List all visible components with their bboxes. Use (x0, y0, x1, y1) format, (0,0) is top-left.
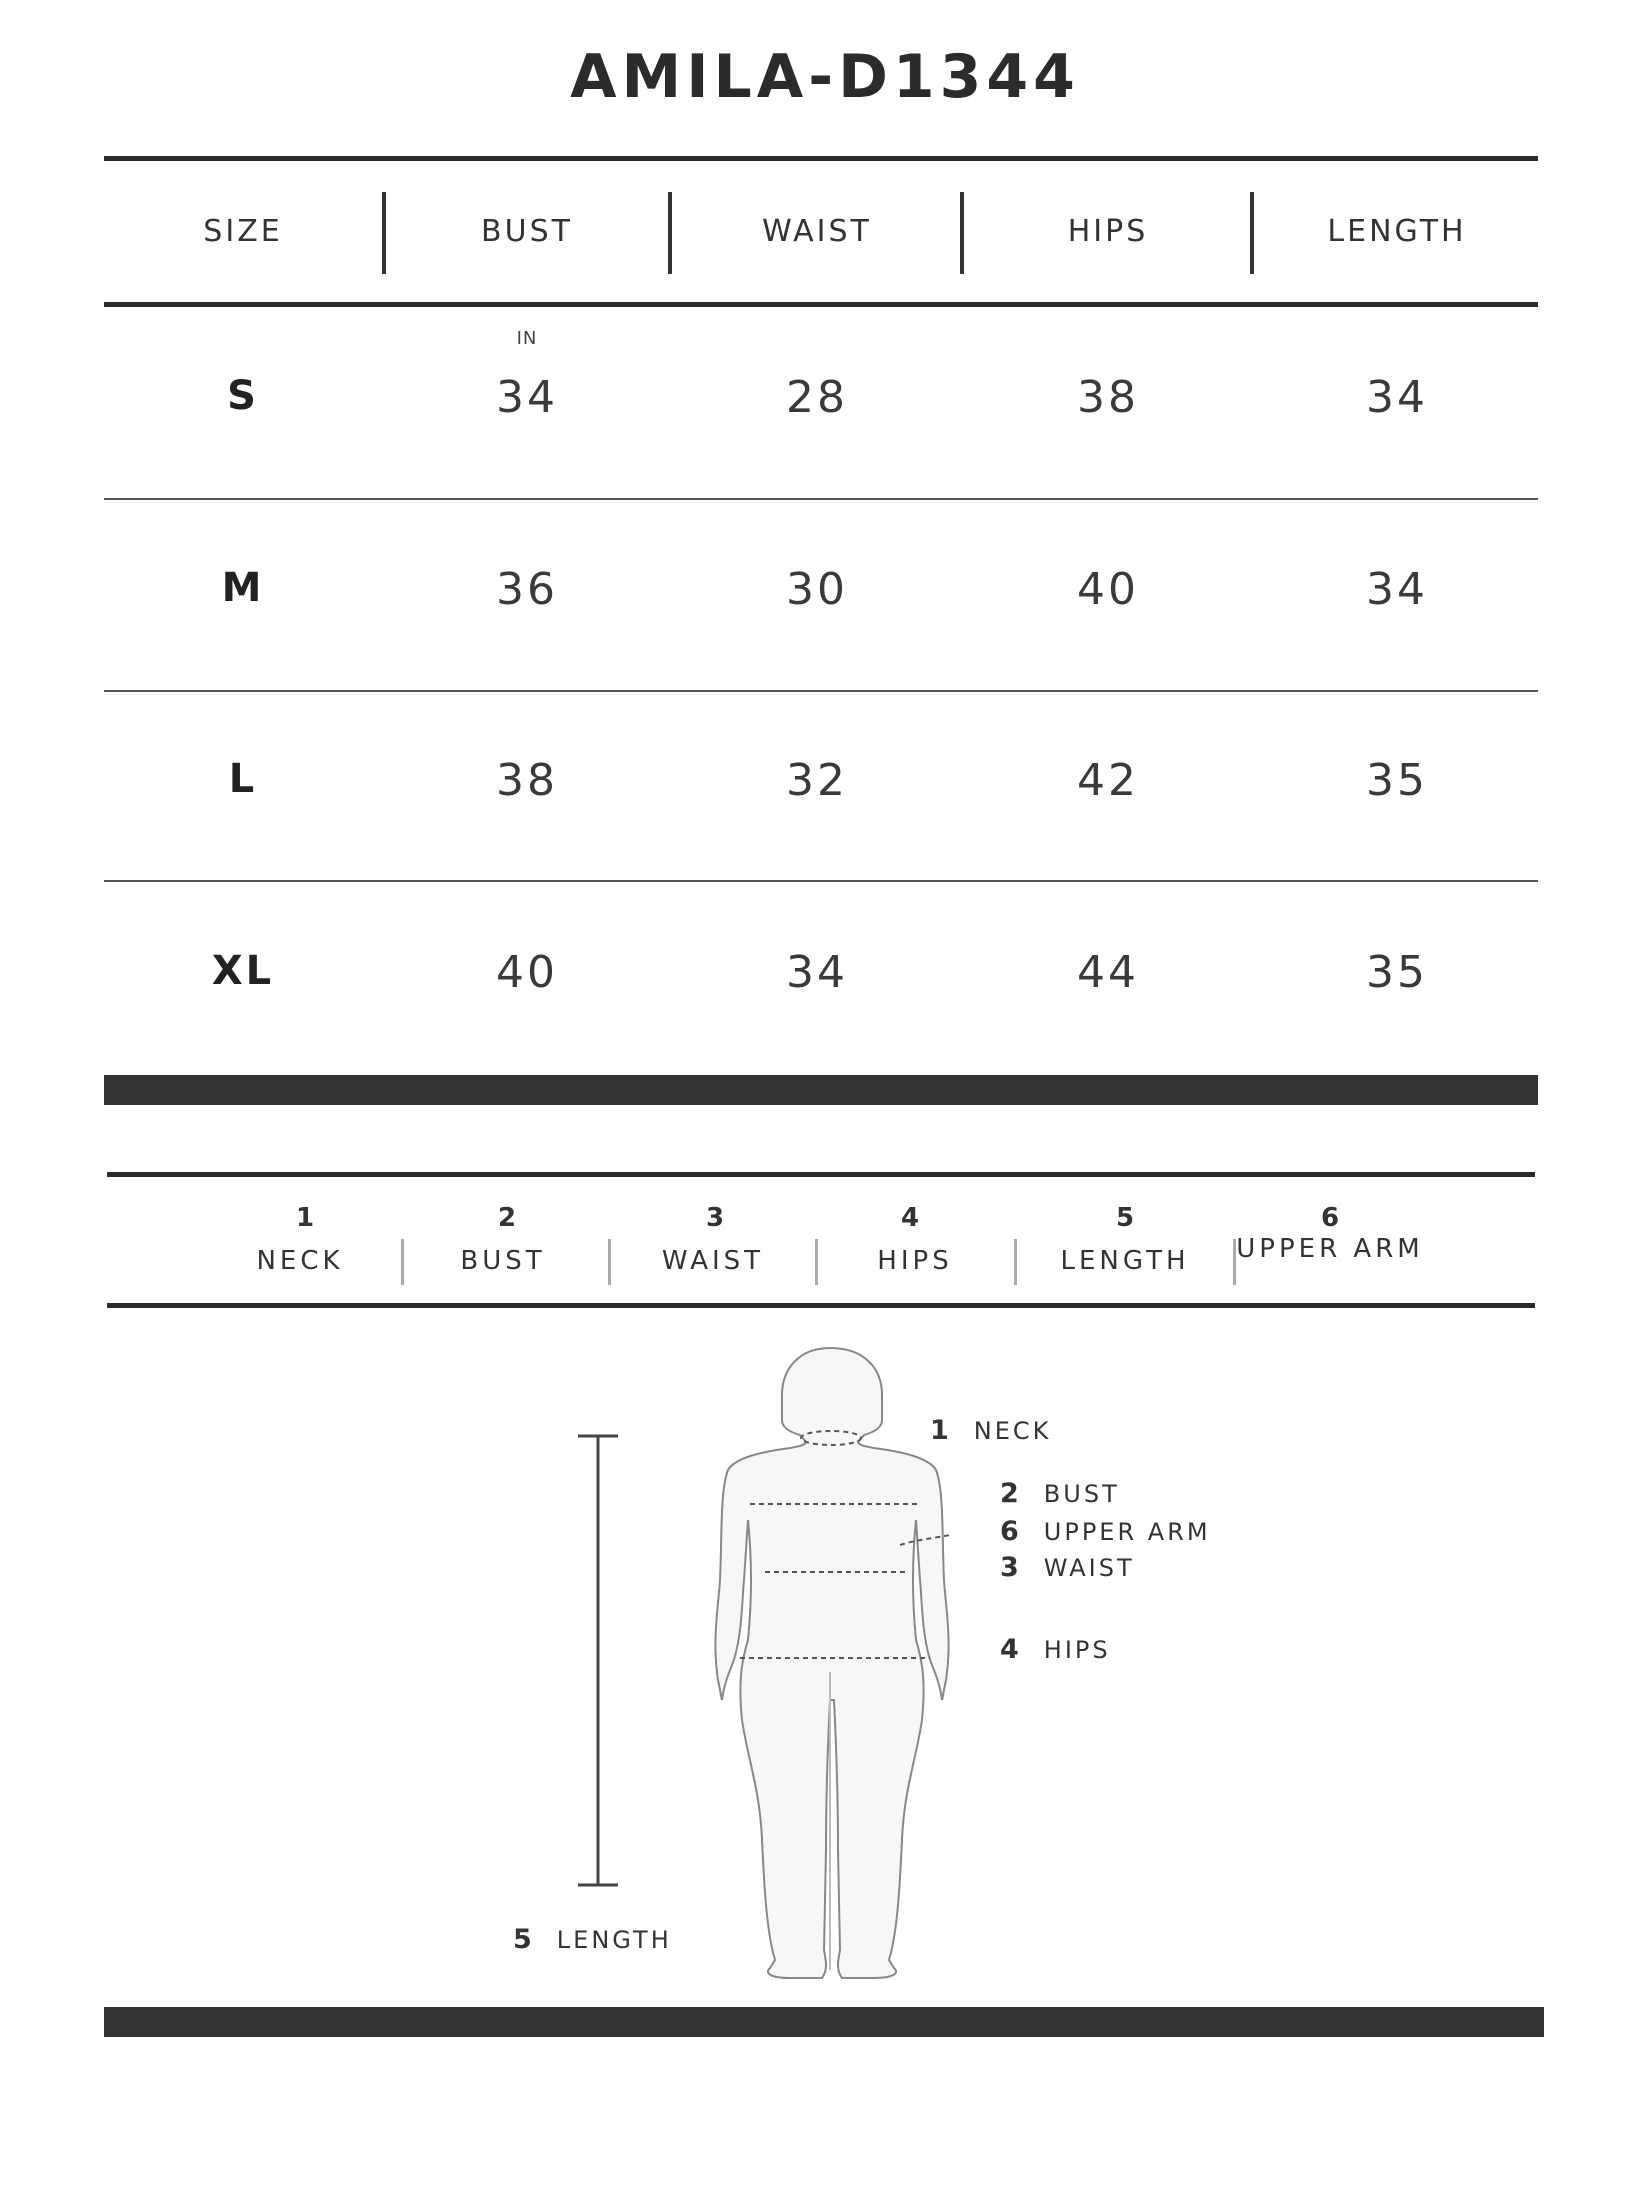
guide-label-hips: HIPS (877, 1246, 953, 1276)
hips-cell: 42 (1077, 755, 1139, 806)
size-cell: XL (211, 948, 275, 994)
waist-cell: 34 (786, 947, 848, 998)
header-size: SIZE (203, 214, 283, 249)
figure-label-bust: 2 BUST (1000, 1478, 1120, 1509)
unit-label: IN (516, 328, 538, 349)
hips-cell: 44 (1077, 947, 1139, 998)
guide-num-bust: 2 (497, 1203, 517, 1233)
header-hips: HIPS (1067, 214, 1149, 249)
hips-cell: 40 (1077, 564, 1139, 615)
bust-cell: 34 (496, 372, 558, 423)
waist-cell: 30 (786, 564, 848, 615)
length-cell: 34 (1366, 372, 1428, 423)
guide-label-length: LENGTH (1060, 1246, 1190, 1276)
guide-label-upper-arm: UPPER ARM (1236, 1234, 1424, 1264)
guide-label-neck: NECK (256, 1246, 344, 1276)
length-cell: 34 (1366, 564, 1428, 615)
guide-num-hips: 4 (900, 1203, 920, 1233)
length-measure-line (578, 1436, 618, 1885)
guide-label-waist: WAIST (661, 1246, 765, 1276)
bust-cell: 38 (496, 755, 558, 806)
size-cell: L (228, 756, 258, 802)
bust-cell: 40 (496, 947, 558, 998)
figure-label-length: 5 LENGTH (513, 1924, 672, 1955)
waist-cell: 32 (786, 755, 848, 806)
figure-label-waist: 3 WAIST (1000, 1552, 1135, 1583)
length-cell: 35 (1366, 755, 1428, 806)
header-waist: WAIST (762, 214, 872, 249)
guide-num-neck: 1 (295, 1203, 315, 1233)
figure-label-hips: 4 HIPS (1000, 1634, 1111, 1665)
guide-num-waist: 3 (705, 1203, 725, 1233)
header-length: LENGTH (1327, 214, 1467, 249)
hips-cell: 38 (1077, 372, 1139, 423)
header-bust: BUST (481, 214, 573, 249)
guide-num-upper-arm: 6 (1320, 1203, 1340, 1233)
waist-cell: 28 (786, 372, 848, 423)
page-title: AMILA-D1344 (570, 42, 1080, 112)
length-cell: 35 (1366, 947, 1428, 998)
guide-bottom-bar (104, 2007, 1544, 2037)
bust-cell: 36 (496, 564, 558, 615)
silhouette (715, 1348, 948, 1978)
figure-label-upper-arm: 6 UPPER ARM (1000, 1516, 1211, 1547)
guide-num-length: 5 (1115, 1203, 1135, 1233)
guide-label-bust: BUST (460, 1246, 546, 1276)
size-cell: M (221, 565, 265, 611)
size-cell: S (227, 373, 259, 419)
figure-label-neck: 1 NECK (930, 1415, 1052, 1446)
